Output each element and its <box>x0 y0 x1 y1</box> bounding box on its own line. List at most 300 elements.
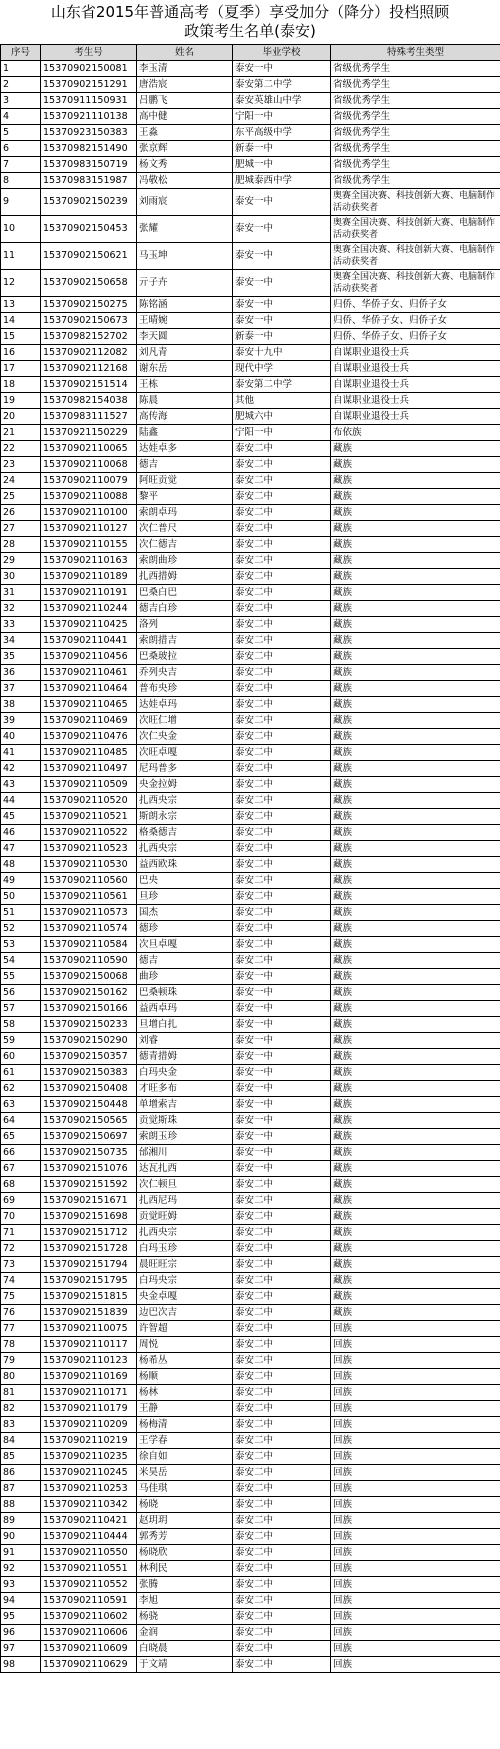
cell-type: 藏族 <box>331 537 500 553</box>
cell-school: 泰安一中 <box>233 969 331 985</box>
cell-name: 才旺多布 <box>137 1081 233 1097</box>
table-row <box>1 905 500 921</box>
table-row <box>1 617 500 633</box>
cell-name: 益西卓玛 <box>137 1001 233 1017</box>
table-row <box>1 1289 500 1305</box>
cell-index: 63 <box>1 1097 41 1113</box>
cell-index: 47 <box>1 841 41 857</box>
cell-name: 洛列 <box>137 617 233 633</box>
cell-type: 藏族 <box>331 825 500 841</box>
table-body <box>1 61 500 1673</box>
cell-school: 泰安一中 <box>233 243 331 270</box>
table-row <box>1 61 500 77</box>
cell-exam-id: 15370902151592 <box>41 1177 137 1193</box>
cell-type: 藏族 <box>331 793 500 809</box>
cell-exam-id: 15370902110245 <box>41 1465 137 1481</box>
header-type: 特殊考生类型 <box>331 45 500 61</box>
cell-school: 泰安二中 <box>233 537 331 553</box>
table-row <box>1 1337 500 1353</box>
cell-index: 33 <box>1 617 41 633</box>
cell-exam-id: 15370902151815 <box>41 1289 137 1305</box>
table-row <box>1 793 500 809</box>
table-row <box>1 93 500 109</box>
cell-exam-id: 15370902151291 <box>41 77 137 93</box>
table-row <box>1 1129 500 1145</box>
cell-type: 藏族 <box>331 681 500 697</box>
cell-name: 马佳琪 <box>137 1481 233 1497</box>
cell-index: 57 <box>1 1001 41 1017</box>
table-row <box>1 345 500 361</box>
cell-school: 泰安二中 <box>233 585 331 601</box>
table-row <box>1 1465 500 1481</box>
cell-school: 泰安第二中学 <box>233 77 331 93</box>
cell-index: 26 <box>1 505 41 521</box>
cell-school: 泰安二中 <box>233 1401 331 1417</box>
table-row <box>1 1545 500 1561</box>
cell-exam-id: 15370982152702 <box>41 329 137 345</box>
cell-index: 60 <box>1 1049 41 1065</box>
cell-index: 53 <box>1 937 41 953</box>
table-row <box>1 1113 500 1129</box>
header-school: 毕业学校 <box>233 45 331 61</box>
cell-school: 泰安一中 <box>233 985 331 1001</box>
table-row <box>1 1273 500 1289</box>
cell-exam-id: 15370902150068 <box>41 969 137 985</box>
cell-school: 泰安二中 <box>233 521 331 537</box>
cell-type: 藏族 <box>331 857 500 873</box>
cell-school: 泰安二中 <box>233 457 331 473</box>
table-row <box>1 761 500 777</box>
cell-name: 白玛央金 <box>137 1065 233 1081</box>
cell-name: 扎西央宗 <box>137 841 233 857</box>
cell-type: 回族 <box>331 1497 500 1513</box>
cell-type: 藏族 <box>331 1209 500 1225</box>
cell-exam-id: 15370902112168 <box>41 361 137 377</box>
table-row <box>1 537 500 553</box>
cell-name: 扎西尼玛 <box>137 1193 233 1209</box>
cell-school: 泰安一中 <box>233 1129 331 1145</box>
cell-school: 新泰一中 <box>233 141 331 157</box>
cell-school: 泰安二中 <box>233 665 331 681</box>
cell-name: 晨旺旺宗 <box>137 1257 233 1273</box>
cell-exam-id: 15370902150565 <box>41 1113 137 1129</box>
cell-index: 43 <box>1 777 41 793</box>
cell-name: 次仁普尺 <box>137 521 233 537</box>
cell-exam-id: 15370983150719 <box>41 157 137 173</box>
cell-school: 泰安二中 <box>233 1337 331 1353</box>
title-line-1: 山东省2015年普通高考（夏季）享受加分（降分）投档照顾 <box>50 3 450 21</box>
table-row <box>1 1305 500 1321</box>
cell-school: 泰安二中 <box>233 1417 331 1433</box>
cell-name: 贡觉斯珠 <box>137 1113 233 1129</box>
cell-school: 泰安二中 <box>233 777 331 793</box>
cell-school: 泰安二中 <box>233 1465 331 1481</box>
cell-type: 布依族 <box>331 425 500 441</box>
cell-name: 尼玛普多 <box>137 761 233 777</box>
cell-name: 张京辉 <box>137 141 233 157</box>
cell-name: 扎西央宗 <box>137 793 233 809</box>
table-row <box>1 729 500 745</box>
cell-type: 藏族 <box>331 1065 500 1081</box>
table-row <box>1 585 500 601</box>
cell-name: 林利民 <box>137 1561 233 1577</box>
cell-index: 85 <box>1 1449 41 1465</box>
cell-index: 61 <box>1 1065 41 1081</box>
cell-name: 白玛玉珍 <box>137 1241 233 1257</box>
cell-type: 省级优秀学生 <box>331 173 500 189</box>
cell-school: 泰安一中 <box>233 1065 331 1081</box>
cell-school: 泰安二中 <box>233 441 331 457</box>
table-row <box>1 313 500 329</box>
cell-school: 泰安一中 <box>233 270 331 297</box>
cell-exam-id: 15370921110138 <box>41 109 137 125</box>
cell-index: 56 <box>1 985 41 1001</box>
cell-index: 34 <box>1 633 41 649</box>
cell-index: 70 <box>1 1209 41 1225</box>
cell-exam-id: 15370902150081 <box>41 61 137 77</box>
cell-index: 18 <box>1 377 41 393</box>
cell-exam-id: 15370902150408 <box>41 1081 137 1097</box>
cell-exam-id: 15370902110574 <box>41 921 137 937</box>
table-row <box>1 1257 500 1273</box>
cell-school: 泰安一中 <box>233 1049 331 1065</box>
cell-school: 泰安第二中学 <box>233 377 331 393</box>
cell-school: 泰安二中 <box>233 1241 331 1257</box>
cell-school: 泰安二中 <box>233 1273 331 1289</box>
cell-exam-id: 15370983111527 <box>41 409 137 425</box>
cell-name: 索朗玉珍 <box>137 1129 233 1145</box>
cell-index: 91 <box>1 1545 41 1561</box>
table-row <box>1 1225 500 1241</box>
cell-school: 泰安二中 <box>233 1257 331 1273</box>
cell-name: 杨梅清 <box>137 1417 233 1433</box>
table-row <box>1 1529 500 1545</box>
cell-exam-id: 15370982151490 <box>41 141 137 157</box>
cell-exam-id: 15370902110629 <box>41 1657 137 1673</box>
cell-index: 96 <box>1 1625 41 1641</box>
cell-type: 藏族 <box>331 521 500 537</box>
cell-index: 86 <box>1 1465 41 1481</box>
cell-school: 泰安二中 <box>233 617 331 633</box>
cell-exam-id: 15370902110123 <box>41 1353 137 1369</box>
cell-index: 87 <box>1 1481 41 1497</box>
cell-type: 自谋职业退役士兵 <box>331 393 500 409</box>
cell-exam-id: 15370902110209 <box>41 1417 137 1433</box>
cell-exam-id: 15370902110189 <box>41 569 137 585</box>
table-row <box>1 1657 500 1673</box>
header-name: 姓名 <box>137 45 233 61</box>
table-row <box>1 1449 500 1465</box>
cell-name: 格桑德吉 <box>137 825 233 841</box>
cell-name: 次旦卓嘎 <box>137 937 233 953</box>
cell-index: 19 <box>1 393 41 409</box>
cell-school: 泰安二中 <box>233 1449 331 1465</box>
cell-type: 藏族 <box>331 1289 500 1305</box>
cell-exam-id: 15370902110602 <box>41 1609 137 1625</box>
table-row <box>1 1609 500 1625</box>
cell-type: 省级优秀学生 <box>331 157 500 173</box>
cell-school: 泰安二中 <box>233 761 331 777</box>
table-row <box>1 1161 500 1177</box>
table-row <box>1 1369 500 1385</box>
cell-name: 王栋 <box>137 377 233 393</box>
cell-school: 泰安二中 <box>233 1209 331 1225</box>
cell-type: 藏族 <box>331 649 500 665</box>
cell-index: 13 <box>1 297 41 313</box>
cell-name: 刘凡青 <box>137 345 233 361</box>
table-row <box>1 601 500 617</box>
cell-index: 78 <box>1 1337 41 1353</box>
cell-type: 归侨、华侨子女、归侨子女 <box>331 297 500 313</box>
cell-index: 1 <box>1 61 41 77</box>
cell-index: 21 <box>1 425 41 441</box>
cell-index: 52 <box>1 921 41 937</box>
table-row <box>1 441 500 457</box>
cell-index: 23 <box>1 457 41 473</box>
cell-name: 索朗措吉 <box>137 633 233 649</box>
cell-name: 旦珍 <box>137 889 233 905</box>
cell-index: 94 <box>1 1593 41 1609</box>
cell-school: 泰安二中 <box>233 1369 331 1385</box>
cell-exam-id: 15370902110550 <box>41 1545 137 1561</box>
cell-name: 于文靖 <box>137 1657 233 1673</box>
cell-school: 泰安二中 <box>233 1529 331 1545</box>
cell-index: 98 <box>1 1657 41 1673</box>
cell-exam-id: 15370902110590 <box>41 953 137 969</box>
cell-school: 泰安二中 <box>233 857 331 873</box>
table-row <box>1 361 500 377</box>
cell-type: 藏族 <box>331 953 500 969</box>
cell-index: 72 <box>1 1241 41 1257</box>
header-exam-id: 考生号 <box>41 45 137 61</box>
cell-school: 泰安二中 <box>233 1289 331 1305</box>
cell-name: 杨晓 <box>137 1497 233 1513</box>
table-row <box>1 1561 500 1577</box>
cell-name: 单增索吉 <box>137 1097 233 1113</box>
cell-exam-id: 15370902151671 <box>41 1193 137 1209</box>
cell-type: 回族 <box>331 1369 500 1385</box>
cell-index: 81 <box>1 1385 41 1401</box>
cell-school: 泰安一中 <box>233 1161 331 1177</box>
cell-type: 藏族 <box>331 985 500 1001</box>
cell-type: 回族 <box>331 1545 500 1561</box>
cell-school: 泰安一中 <box>233 1001 331 1017</box>
cell-type: 藏族 <box>331 841 500 857</box>
cell-exam-id: 15370902150621 <box>41 243 137 270</box>
cell-name: 杨林 <box>137 1385 233 1401</box>
cell-exam-id: 15370902110522 <box>41 825 137 841</box>
cell-school: 泰安二中 <box>233 473 331 489</box>
cell-school: 泰安二中 <box>233 1641 331 1657</box>
cell-name: 刘雨宸 <box>137 189 233 216</box>
cell-exam-id: 15370902150357 <box>41 1049 137 1065</box>
cell-exam-id: 15370902110065 <box>41 441 137 457</box>
cell-type: 回族 <box>331 1433 500 1449</box>
cell-school: 泰安二中 <box>233 793 331 809</box>
cell-index: 77 <box>1 1321 41 1337</box>
cell-school: 泰安二中 <box>233 1481 331 1497</box>
table-header-row <box>1 45 500 61</box>
cell-exam-id: 15370902150275 <box>41 297 137 313</box>
table-row <box>1 377 500 393</box>
cell-exam-id: 15370902110464 <box>41 681 137 697</box>
cell-index: 71 <box>1 1225 41 1241</box>
cell-school: 现代中学 <box>233 361 331 377</box>
cell-index: 42 <box>1 761 41 777</box>
cell-type: 回族 <box>331 1529 500 1545</box>
cell-name: 马玉坤 <box>137 243 233 270</box>
cell-index: 5 <box>1 125 41 141</box>
cell-index: 69 <box>1 1193 41 1209</box>
cell-type: 藏族 <box>331 729 500 745</box>
table-row <box>1 985 500 1001</box>
cell-name: 曲珍 <box>137 969 233 985</box>
cell-type: 回族 <box>331 1561 500 1577</box>
cell-name: 金润 <box>137 1625 233 1641</box>
cell-type: 藏族 <box>331 905 500 921</box>
cell-name: 达娃卓玛 <box>137 697 233 713</box>
cell-school: 泰安二中 <box>233 1561 331 1577</box>
cell-index: 88 <box>1 1497 41 1513</box>
cell-index: 75 <box>1 1289 41 1305</box>
cell-name: 陈铭涵 <box>137 297 233 313</box>
cell-type: 藏族 <box>331 745 500 761</box>
cell-index: 79 <box>1 1353 41 1369</box>
table-row <box>1 409 500 425</box>
cell-type: 归侨、华侨子女、归侨子女 <box>331 329 500 345</box>
cell-school: 泰安二中 <box>233 873 331 889</box>
cell-school: 泰安二中 <box>233 697 331 713</box>
table-row <box>1 633 500 649</box>
cell-name: 王淼 <box>137 125 233 141</box>
cell-exam-id: 15370902110444 <box>41 1529 137 1545</box>
cell-name: 巴央 <box>137 873 233 889</box>
table-row <box>1 1497 500 1513</box>
table-row <box>1 857 500 873</box>
table-row <box>1 1577 500 1593</box>
table-row <box>1 1065 500 1081</box>
cell-exam-id: 15370902110485 <box>41 745 137 761</box>
cell-name: 德珍 <box>137 921 233 937</box>
cell-school: 泰安二中 <box>233 921 331 937</box>
cell-type: 回族 <box>331 1449 500 1465</box>
cell-exam-id: 15370902110609 <box>41 1641 137 1657</box>
table-row <box>1 1321 500 1337</box>
cell-index: 80 <box>1 1369 41 1385</box>
table-row <box>1 713 500 729</box>
table-row <box>1 1401 500 1417</box>
cell-type: 回族 <box>331 1401 500 1417</box>
cell-index: 32 <box>1 601 41 617</box>
cell-name: 德吉 <box>137 953 233 969</box>
cell-school: 泰安二中 <box>233 553 331 569</box>
table-row <box>1 665 500 681</box>
cell-exam-id: 15370902110425 <box>41 617 137 633</box>
cell-exam-id: 15370902110441 <box>41 633 137 649</box>
cell-school: 泰安二中 <box>233 905 331 921</box>
cell-type: 回族 <box>331 1593 500 1609</box>
cell-name: 刘睿 <box>137 1033 233 1049</box>
cell-index: 40 <box>1 729 41 745</box>
cell-type: 藏族 <box>331 665 500 681</box>
cell-exam-id: 15370902150233 <box>41 1017 137 1033</box>
cell-school: 泰安二中 <box>233 1321 331 1337</box>
cell-type: 藏族 <box>331 601 500 617</box>
cell-exam-id: 15370902150383 <box>41 1065 137 1081</box>
cell-type: 省级优秀学生 <box>331 93 500 109</box>
cell-exam-id: 15370902110169 <box>41 1369 137 1385</box>
table-row <box>1 425 500 441</box>
cell-school: 其他 <box>233 393 331 409</box>
cell-type: 藏族 <box>331 1097 500 1113</box>
cell-exam-id: 15370902150162 <box>41 985 137 1001</box>
cell-index: 45 <box>1 809 41 825</box>
cell-index: 38 <box>1 697 41 713</box>
table-row <box>1 473 500 489</box>
table-row <box>1 841 500 857</box>
cell-name: 谢东岳 <box>137 361 233 377</box>
cell-index: 62 <box>1 1081 41 1097</box>
cell-index: 11 <box>1 243 41 270</box>
cell-exam-id: 15370911150931 <box>41 93 137 109</box>
cell-type: 藏族 <box>331 1033 500 1049</box>
cell-name: 冯敬松 <box>137 173 233 189</box>
cell-exam-id: 15370902110520 <box>41 793 137 809</box>
cell-index: 97 <box>1 1641 41 1657</box>
cell-name: 杨文秀 <box>137 157 233 173</box>
cell-index: 44 <box>1 793 41 809</box>
cell-school: 泰安二中 <box>233 1513 331 1529</box>
cell-exam-id: 15370902110584 <box>41 937 137 953</box>
cell-name: 周悦 <box>137 1337 233 1353</box>
cell-school: 泰安二中 <box>233 745 331 761</box>
cell-name: 贡觉旺姆 <box>137 1209 233 1225</box>
cell-school: 泰安二中 <box>233 505 331 521</box>
document-title <box>0 0 500 44</box>
cell-name: 杨骁 <box>137 1609 233 1625</box>
cell-index: 41 <box>1 745 41 761</box>
cell-index: 89 <box>1 1513 41 1529</box>
cell-name: 索朗曲珍 <box>137 553 233 569</box>
cell-school: 肥城六中 <box>233 409 331 425</box>
table-row <box>1 1433 500 1449</box>
cell-school: 泰安二中 <box>233 937 331 953</box>
cell-type: 回族 <box>331 1481 500 1497</box>
cell-type: 藏族 <box>331 1161 500 1177</box>
table-row <box>1 1033 500 1049</box>
table-row <box>1 125 500 141</box>
cell-exam-id: 15370902150658 <box>41 270 137 297</box>
cell-school: 新泰一中 <box>233 329 331 345</box>
cell-index: 67 <box>1 1161 41 1177</box>
cell-type: 回族 <box>331 1641 500 1657</box>
cell-school: 泰安二中 <box>233 1593 331 1609</box>
cell-name: 次旺卓嘎 <box>137 745 233 761</box>
cell-name: 张耀 <box>137 216 233 243</box>
title-line-2: 政策考生名单(泰安) <box>184 22 316 40</box>
cell-exam-id: 15370902110191 <box>41 585 137 601</box>
cell-type: 藏族 <box>331 1017 500 1033</box>
table-row <box>1 505 500 521</box>
cell-index: 30 <box>1 569 41 585</box>
cell-exam-id: 15370902110560 <box>41 873 137 889</box>
cell-name: 唐浩宸 <box>137 77 233 93</box>
cell-index: 28 <box>1 537 41 553</box>
cell-type: 回族 <box>331 1465 500 1481</box>
cell-school: 泰安二中 <box>233 889 331 905</box>
table-row <box>1 1593 500 1609</box>
cell-school: 泰安二中 <box>233 1193 331 1209</box>
